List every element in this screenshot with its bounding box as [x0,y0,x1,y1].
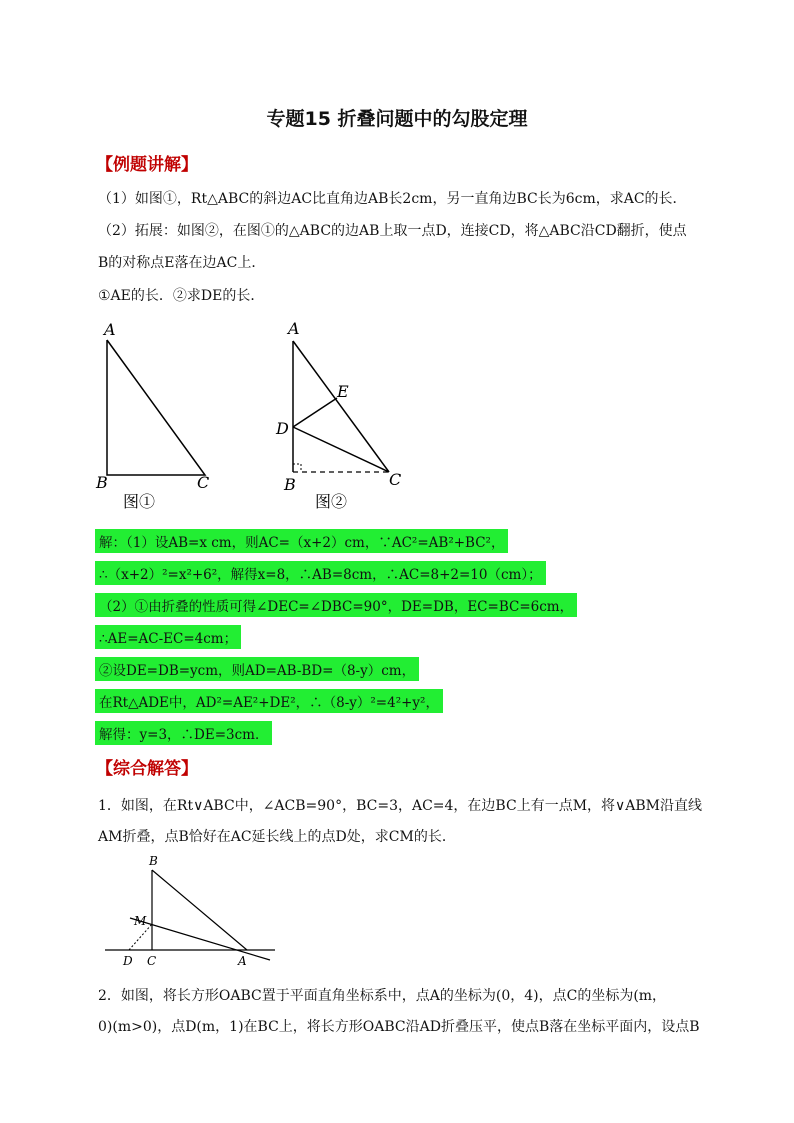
p1-label-b: B [149,854,158,868]
solution-line: ∴AE=AC-EC=4cm； [95,625,241,649]
fig2-segment-de [293,398,337,427]
figure-2 [270,315,420,515]
fig1-label-b: B [96,473,108,492]
fig1-label-a: A [104,320,116,339]
problem-1-line-1: 1．如图，在Rt∨ABC中，∠ACB=90°，BC=3，AC=4，在边BC上有一点M，将∨ABM沿直线 [98,798,703,814]
section-heading-example: 【例题讲解】 [96,155,198,175]
p1-label-d: D [123,954,133,968]
problem-2-line-2: 0)(m>0)，点D(m，1)在BC上，将长方形OABC沿AD折叠压平，使点B落在坐标平面内，设点B [98,1019,700,1035]
section-heading-comprehensive: 【综合解答】 [96,759,198,779]
fig2-label-d: D [276,419,289,438]
problem-1-figure [100,852,280,972]
fig2-caption: 图② [315,492,348,511]
fig2-right-angle-mark [293,464,301,472]
question-2-line-1: （2）拓展：如图②，在图①的△ABC的边AB上取一点D，连接CD，将△ABC沿CD翻折，使点 [98,223,687,239]
question-1: （1）如图①，Rt△ABC的斜边AC比直角边AB长2cm，另一直角边BC长为6cm，求AC的长． [98,191,687,207]
problem-1-line-2: AM折叠，点B恰好在AC延长线上的点D处，求CM的长． [98,829,456,845]
fig2-label-c: C [389,470,402,489]
fig2-segment-cd [293,427,389,472]
question-2-line-3: ①AE的长．②求DE的长． [98,288,265,304]
p1-label-m: M [134,914,147,928]
fig2-label-b: B [284,475,296,494]
fig1-label-c: C [197,473,210,492]
p1-side-ab [152,870,247,950]
problem-2-line-1: 2．如图，将长方形OABC置于平面直角坐标系中，点A的坐标为(0，4)，点C的坐标为(m， [98,988,667,1004]
solution-line: 解：（1）设AB=x cm，则AC=（x+2）cm，∵AC²=AB²+BC²， [95,529,508,553]
solution-line: ②设DE=DB=ycm，则AD=AB-BD=（8-y）cm， [95,657,419,681]
p1-label-c: C [147,954,157,968]
question-2-line-2: B的对称点E落在边AC上． [98,255,266,271]
solution-line: ∴（x+2）²=x²+6²，解得x=8，∴AB=8cm，∴AC=8+2=10（cm）； [95,561,546,585]
fig1-caption: 图① [123,492,156,511]
fig2-label-e: E [337,382,349,401]
solution-line: 在Rt△ADE中，AD²=AE²+DE²，∴（8-y）²=4²+y²， [95,689,443,713]
p1-label-a: A [238,954,247,968]
fig1-triangle [107,340,205,475]
page-title: 专题15 折叠问题中的勾股定理 [266,108,528,130]
fig2-side-ac [293,341,389,472]
figure-1 [90,315,230,515]
solution-line: （2）①由折叠的性质可得∠DEC=∠DBC=90°，DE=DB，EC=BC=6cm， [95,593,577,617]
fig2-label-a: A [288,319,300,338]
solution-line: 解得：y=3，∴DE=3cm． [95,721,272,745]
